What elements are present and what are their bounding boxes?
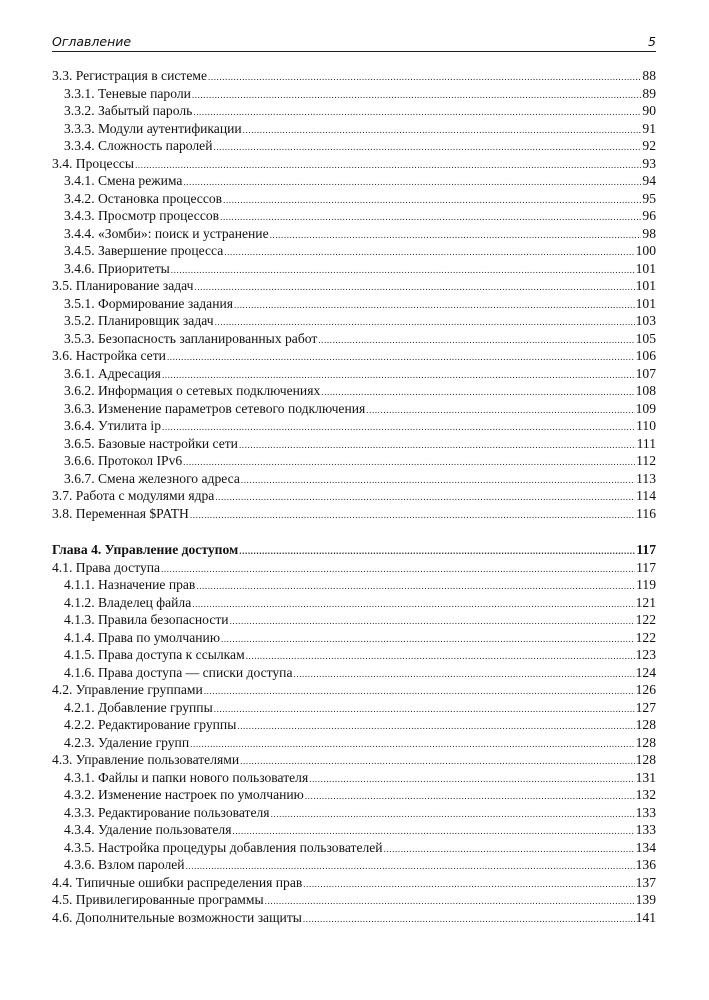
toc-entry-title: 3.6. Настройка сети xyxy=(52,348,166,363)
dot-leader xyxy=(366,402,634,420)
toc-entry-page: 134 xyxy=(635,839,656,855)
dot-leader xyxy=(190,507,635,525)
toc-subsection-entry[interactable] xyxy=(52,365,656,383)
toc-entry-title: 4.1.6. Права доступа — списки доступа xyxy=(64,664,293,680)
toc-entry-title: 3.6.5. Базовые настройки сети xyxy=(64,435,238,451)
toc-entry-page: 107 xyxy=(635,365,656,381)
dot-leader xyxy=(171,262,635,280)
toc-entry-title: 3.6.3. Изменение параметров сетевого подключения xyxy=(64,400,366,416)
toc-entry-title: 3.4.2. Остановка процессов xyxy=(64,190,223,206)
toc-entry-title: 4.1.2. Владелец файла xyxy=(64,594,192,610)
toc-subsection-entry[interactable] xyxy=(52,137,656,155)
toc-entry-page: 105 xyxy=(635,330,656,346)
dot-leader xyxy=(294,666,635,684)
toc-entry-page: 112 xyxy=(636,453,656,468)
toc-entry-title: 4.1.4. Права по умолчанию xyxy=(64,629,220,645)
toc-subsection-entry[interactable] xyxy=(52,646,656,664)
toc-section-entry[interactable] xyxy=(52,681,656,699)
toc-entry-title: 3.7. Работа с модулями ядра xyxy=(52,488,215,503)
toc-subsection-entry[interactable] xyxy=(52,207,656,225)
toc-section-entry[interactable] xyxy=(52,751,656,769)
dot-leader xyxy=(321,384,634,402)
toc-entry-title: 4.2. Управление группами xyxy=(52,682,203,697)
dot-leader xyxy=(303,876,634,894)
toc-section-entry[interactable] xyxy=(52,909,656,927)
toc-section-entry[interactable] xyxy=(52,891,656,909)
toc-entry-title: 3.6.1. Адресация xyxy=(64,365,161,381)
toc-subsection-entry[interactable] xyxy=(52,734,656,752)
dot-leader xyxy=(204,683,635,701)
toc-entry-page: 136 xyxy=(635,857,656,872)
toc-entry-title: 3.3.3. Модули аутентификации xyxy=(64,120,242,136)
dot-leader xyxy=(223,192,641,210)
dot-leader xyxy=(270,227,642,245)
toc-entry-page: 101 xyxy=(635,260,656,276)
toc-entry-title: 4.1.5. Права доступа к ссылкам xyxy=(64,647,245,662)
dot-leader xyxy=(234,297,635,315)
dot-leader xyxy=(193,104,641,122)
dot-leader xyxy=(224,244,634,262)
toc-entry-title: 4.3.3. Редактирование пользователя xyxy=(64,804,270,820)
toc-entry-page: 128 xyxy=(635,752,656,767)
toc-entry-title: 4.3.6. Взлом паролей xyxy=(64,857,185,872)
toc-entry-title: 4.3.1. Файлы и папки нового пользователя xyxy=(64,769,309,785)
toc-entry-page: 101 xyxy=(635,278,656,293)
toc-entry-page: 132 xyxy=(635,787,656,802)
toc-subsection-entry[interactable] xyxy=(52,611,656,629)
toc-subsection-entry[interactable] xyxy=(52,629,656,647)
toc-entry-page: 90 xyxy=(642,103,656,118)
toc-entry-page: 103 xyxy=(635,313,656,328)
toc-subsection-entry[interactable] xyxy=(52,804,656,822)
toc-entry-page: 133 xyxy=(635,804,656,820)
toc-entry-page: 128 xyxy=(635,734,656,750)
toc-subsection-entry[interactable] xyxy=(52,821,656,839)
dot-leader xyxy=(183,454,635,472)
toc-entry-page: 121 xyxy=(635,594,656,610)
toc-entry-title: 4.5. Привилегированные программы xyxy=(52,892,264,907)
toc-entry-page: 91 xyxy=(642,120,656,136)
dot-leader xyxy=(194,279,634,297)
dot-leader xyxy=(221,631,635,649)
toc-subsection-entry[interactable] xyxy=(52,102,656,120)
toc-entry-page: 131 xyxy=(635,769,656,785)
toc-entry-title: 3.3. Регистрация в системе xyxy=(52,68,207,83)
dot-leader xyxy=(384,841,635,859)
toc-entry-title: 4.1. Права доступа xyxy=(52,559,161,575)
dot-leader xyxy=(135,157,641,175)
dot-leader xyxy=(213,139,641,157)
toc-entry-title: Глава 4. Управление доступом xyxy=(52,542,239,557)
dot-leader xyxy=(220,209,641,227)
dot-leader xyxy=(196,578,635,596)
toc-section-entry[interactable] xyxy=(52,559,656,577)
toc-entry-title: 3.5.2. Планировщик задач xyxy=(64,313,214,328)
toc-entry-page: 114 xyxy=(636,488,656,503)
dot-leader xyxy=(192,87,642,105)
toc-subsection-entry[interactable] xyxy=(52,400,656,418)
toc-subsection-entry[interactable] xyxy=(52,242,656,260)
toc-entry-page: 126 xyxy=(635,682,656,697)
toc-subsection-entry[interactable] xyxy=(52,295,656,313)
dot-leader xyxy=(239,437,636,455)
dot-leader xyxy=(318,332,634,350)
toc-entry-page: 128 xyxy=(635,717,656,732)
toc-entry-page: 122 xyxy=(635,629,656,645)
header-page-number: 5 xyxy=(648,34,656,49)
dot-leader xyxy=(309,771,634,789)
toc-section-entry[interactable] xyxy=(52,487,656,505)
toc-chapter-entry[interactable] xyxy=(52,541,656,559)
toc-subsection-entry[interactable] xyxy=(52,260,656,278)
toc-entry-page: 137 xyxy=(635,874,656,890)
toc-subsection-entry[interactable] xyxy=(52,699,656,717)
toc-entry-title: 4.6. Дополнительные возможности защиты xyxy=(52,909,302,925)
toc-entry-title: 4.2.2. Редактирование группы xyxy=(64,717,237,732)
toc-entry-title: 3.6.4. Утилита ip xyxy=(64,418,161,433)
toc-entry-page: 123 xyxy=(635,647,656,662)
toc-entry-title: 4.2.3. Удаление групп xyxy=(64,734,190,750)
dot-leader xyxy=(246,648,635,666)
toc-entry-page: 122 xyxy=(635,612,656,627)
toc-entry-page: 124 xyxy=(635,664,656,680)
toc-entry-page: 117 xyxy=(636,542,656,557)
toc-subsection-entry[interactable] xyxy=(52,664,656,682)
toc-entry-title: 3.4.4. «Зомби»: поиск и устранение xyxy=(64,225,269,241)
dot-leader xyxy=(241,472,635,490)
toc-entry-title: 4.3.4. Удаление пользователя xyxy=(64,822,232,837)
toc-entry-page: 109 xyxy=(635,400,656,416)
toc-entry-title: 4.3. Управление пользователями xyxy=(52,752,240,767)
toc-subsection-entry[interactable] xyxy=(52,856,656,874)
toc-entry-title: 3.3.2. Забытый пароль xyxy=(64,103,193,118)
toc-subsection-entry[interactable] xyxy=(52,769,656,787)
toc-entry-title: 3.3.1. Теневые пароли xyxy=(64,85,191,101)
toc-subsection-entry[interactable] xyxy=(52,120,656,138)
toc-entry-title: 3.6.2. Информация о сетевых подключениях xyxy=(64,383,321,398)
toc-entry-page: 106 xyxy=(635,348,656,363)
toc-entry-title: 3.4.5. Завершение процесса xyxy=(64,243,224,258)
toc-entry-page: 93 xyxy=(642,155,656,171)
toc-entry-title: 3.4.6. Приоритеты xyxy=(64,260,170,276)
toc-entry-page: 113 xyxy=(636,470,656,486)
toc-subsection-entry[interactable] xyxy=(52,839,656,857)
dot-leader xyxy=(208,69,641,87)
chapter-gap xyxy=(52,522,656,541)
toc-entry-title: 3.3.4. Сложность паролей xyxy=(64,138,213,153)
toc-subsection-entry[interactable] xyxy=(52,470,656,488)
toc-entry-title: 4.3.2. Изменение настроек по умолчанию xyxy=(64,787,304,802)
dot-leader xyxy=(161,561,635,579)
toc-entry-title: 3.6.6. Протокол IPv6 xyxy=(64,453,183,468)
dot-leader xyxy=(167,349,635,367)
toc-section-entry[interactable] xyxy=(52,155,656,173)
toc-subsection-entry[interactable] xyxy=(52,594,656,612)
toc-entry-title: 3.4.3. Просмотр процессов xyxy=(64,208,220,223)
toc-entry-title: 3.4.1. Смена режима xyxy=(64,173,183,188)
toc-subsection-entry[interactable] xyxy=(52,312,656,330)
toc-entry-title: 4.1.1. Назначение прав xyxy=(64,577,196,592)
toc-entry-title: 4.3.5. Настройка процедуры добавления пользователей xyxy=(64,839,383,855)
toc-entry-page: 98 xyxy=(642,225,656,241)
toc-subsection-entry[interactable] xyxy=(52,330,656,348)
toc-section-entry[interactable] xyxy=(52,505,656,523)
toc-entry-page: 111 xyxy=(636,435,656,451)
toc-entry-title: 4.2.1. Добавление группы xyxy=(64,699,213,715)
toc-entry-page: 117 xyxy=(636,559,656,575)
toc-entry-title: 4.1.3. Правила безопасности xyxy=(64,612,229,627)
toc-section-entry[interactable] xyxy=(52,347,656,365)
dot-leader xyxy=(305,788,635,806)
toc-entry-title: 3.5.1. Формирование задания xyxy=(64,295,233,311)
dot-leader xyxy=(239,543,635,561)
toc-entry-page: 100 xyxy=(635,243,656,258)
toc-subsection-entry[interactable] xyxy=(52,417,656,435)
dot-leader xyxy=(214,701,635,719)
toc-subsection-entry[interactable] xyxy=(52,172,656,190)
table-of-contents xyxy=(52,67,656,926)
header-title: Оглавление xyxy=(52,34,132,49)
dot-leader xyxy=(303,911,635,929)
toc-subsection-entry[interactable] xyxy=(52,190,656,208)
dot-leader xyxy=(183,174,641,192)
toc-entry-page: 101 xyxy=(635,295,656,311)
dot-leader xyxy=(192,596,634,614)
toc-subsection-entry[interactable] xyxy=(52,716,656,734)
toc-entry-page: 92 xyxy=(642,138,656,153)
toc-entry-page: 110 xyxy=(636,418,656,433)
toc-subsection-entry[interactable] xyxy=(52,452,656,470)
toc-entry-title: 4.4. Типичные ошибки распределения прав xyxy=(52,874,303,890)
toc-section-entry[interactable] xyxy=(52,874,656,892)
toc-subsection-entry[interactable] xyxy=(52,435,656,453)
toc-entry-page: 88 xyxy=(642,68,656,83)
toc-entry-page: 89 xyxy=(642,85,656,101)
toc-subsection-entry[interactable] xyxy=(52,382,656,400)
toc-entry-page: 94 xyxy=(642,173,656,188)
toc-entry-title: 3.6.7. Смена железного адреса xyxy=(64,470,240,486)
dot-leader xyxy=(265,893,635,911)
toc-entry-page: 95 xyxy=(642,190,656,206)
dot-leader xyxy=(190,736,634,754)
dot-leader xyxy=(215,489,635,507)
toc-subsection-entry[interactable] xyxy=(52,576,656,594)
toc-entry-page: 133 xyxy=(635,822,656,837)
toc-entry-title: 3.8. Переменная $PATH xyxy=(52,505,189,521)
toc-subsection-entry[interactable] xyxy=(52,85,656,103)
dot-leader xyxy=(271,806,635,824)
toc-entry-page: 96 xyxy=(642,208,656,223)
toc-entry-page: 108 xyxy=(635,383,656,398)
page-header xyxy=(52,33,656,52)
toc-entry-page: 141 xyxy=(635,909,656,925)
toc-entry-page: 119 xyxy=(636,577,656,592)
toc-entry-title: 3.4. Процессы xyxy=(52,155,135,171)
toc-subsection-entry[interactable] xyxy=(52,225,656,243)
toc-entry-page: 127 xyxy=(635,699,656,715)
toc-entry-title: 3.5. Планирование задач xyxy=(52,278,194,293)
dot-leader xyxy=(237,718,634,736)
toc-entry-page: 116 xyxy=(636,505,656,521)
dot-leader xyxy=(243,122,642,140)
toc-entry-page: 139 xyxy=(635,892,656,907)
toc-section-entry[interactable] xyxy=(52,277,656,295)
dot-leader xyxy=(230,613,635,631)
toc-subsection-entry[interactable] xyxy=(52,786,656,804)
toc-entry-title: 3.5.3. Безопасность запланированных работ xyxy=(64,330,318,346)
toc-section-entry[interactable] xyxy=(52,67,656,85)
